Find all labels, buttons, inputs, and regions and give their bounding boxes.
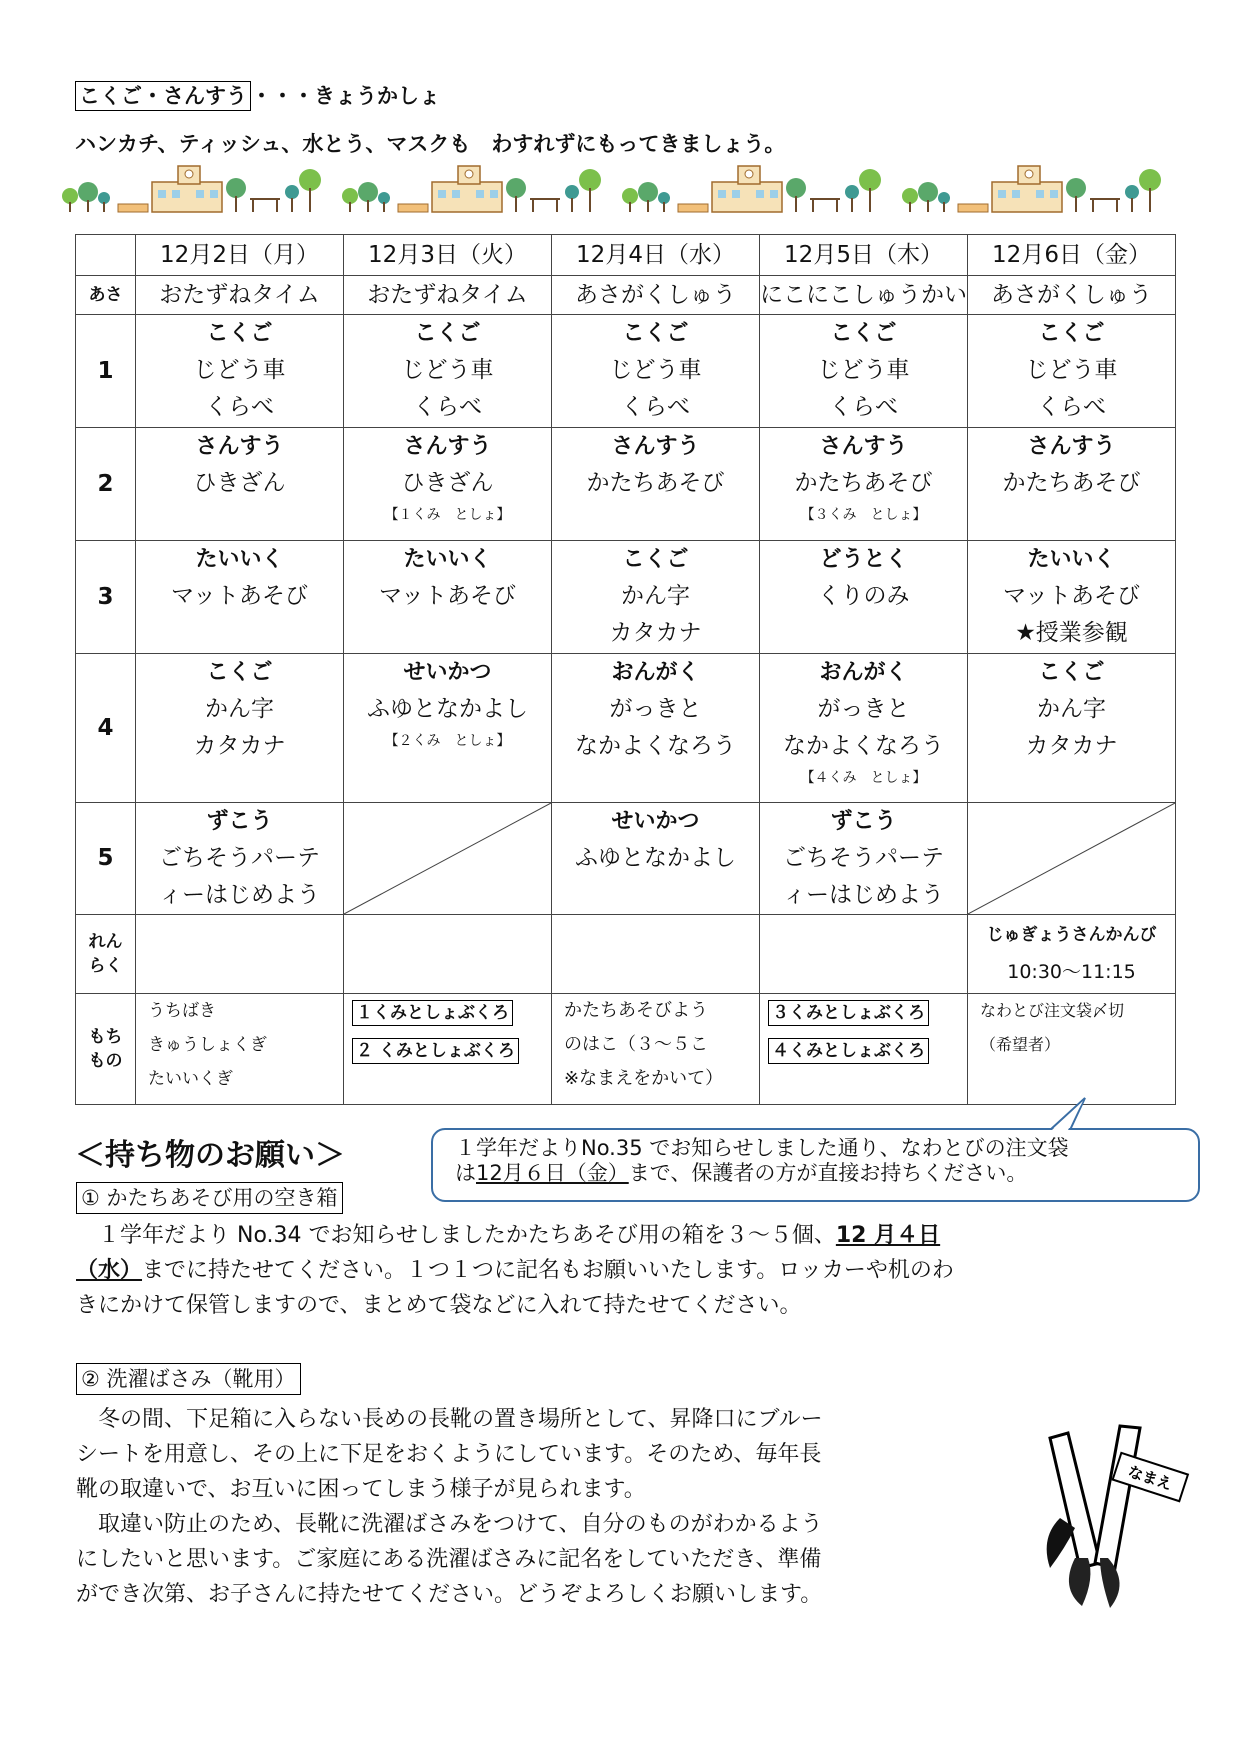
lesson-cell xyxy=(968,803,1176,915)
subject-name: さんすう xyxy=(1027,434,1116,459)
subject-name: せいかつ xyxy=(611,809,700,834)
day-header: 12月3日（火） xyxy=(344,235,552,276)
subject-name: こくご xyxy=(622,321,689,346)
lesson-cell xyxy=(344,428,552,541)
period-label: 5 xyxy=(76,803,136,915)
lesson-topic: かん字 xyxy=(1037,696,1106,722)
asa-cell: にこにこしゅうかい xyxy=(760,276,968,315)
subject-name: こくご xyxy=(206,321,273,346)
library-note: 【４くみ としょ】 xyxy=(800,770,927,786)
lesson-topic: ィーはじめよう xyxy=(159,882,320,908)
asa-cell: あさがくしゅう xyxy=(552,276,760,315)
lesson-cell xyxy=(136,428,344,541)
renraku-cell xyxy=(552,915,760,994)
lesson-cell xyxy=(760,315,968,428)
subject-name: ずこう xyxy=(206,809,273,834)
mochimono-cell: なわとび注文袋〆切 （希望者） xyxy=(968,994,1176,1105)
subject-name: ずこう xyxy=(830,809,897,834)
renraku-label: れん らく xyxy=(76,915,136,994)
lesson-topic: カタカナ xyxy=(1025,733,1118,759)
period-row xyxy=(76,803,1176,915)
lesson-topic: かたちあそび xyxy=(586,470,725,496)
subject-name: こくご xyxy=(414,321,481,346)
lesson-cell xyxy=(136,315,344,428)
library-note: 【２くみ としょ】 xyxy=(384,733,511,749)
subject-name: たいいく xyxy=(403,547,492,572)
lesson-topic: かたちあそび xyxy=(794,470,933,496)
lesson-cell xyxy=(136,803,344,915)
lesson-topic: じどう車 xyxy=(1025,357,1118,383)
subject-name: どうとく xyxy=(819,547,908,572)
subject-name: こくご xyxy=(830,321,897,346)
subject-name: おんがく xyxy=(611,660,700,685)
lesson-topic: マットあそび xyxy=(1002,583,1141,609)
period-row xyxy=(76,428,1176,541)
subjects-box: こくご・さんすう xyxy=(75,81,251,111)
subject-name: こくご xyxy=(206,660,273,685)
subject-name: おんがく xyxy=(819,660,908,685)
lesson-cell xyxy=(344,541,552,654)
library-bag-badge: ２ くみとしょぶくろ xyxy=(352,1038,519,1064)
period-label: 4 xyxy=(76,654,136,803)
lesson-topic: カタカナ xyxy=(609,620,702,646)
subjects-rest: ・・・きょうかしょ xyxy=(251,84,440,108)
renraku-cell xyxy=(760,915,968,994)
lesson-topic: くりのみ xyxy=(817,583,910,609)
mochimono-cell: うちばき きゅうしょくぎ たいいくぎ xyxy=(136,994,344,1105)
item1-body: １学年だより No.34 でお知らせしましたかたちあそび用の箱を３～５個、12 月４日 （水）までに持たせてください。１つ１つに記名もお願いいたします。ロッカーや机のわ きにかけて保管しますので、まとめて袋などに入れて持たせてください。 xyxy=(76,1223,954,1318)
name-tag-label: なまえ xyxy=(1125,1462,1175,1494)
item1-title: ① かたちあそび用の空き箱 xyxy=(76,1182,343,1214)
lesson-topic: くらべ xyxy=(621,394,690,420)
lesson-topic: ひきざん xyxy=(193,470,286,496)
decorative-border-illustration xyxy=(60,158,1190,216)
lesson-cell xyxy=(344,315,552,428)
lesson-topic: かたちあそび xyxy=(1002,470,1141,496)
mochimono-cell xyxy=(760,994,968,1105)
lesson-topic: じどう車 xyxy=(609,357,702,383)
period-row xyxy=(76,315,1176,428)
asa-cell: おたずねタイム xyxy=(136,276,344,315)
day-header: 12月2日（月） xyxy=(136,235,344,276)
lesson-topic: ふゆとなかよし xyxy=(575,845,736,871)
lesson-cell xyxy=(344,803,552,915)
lesson-topic: くらべ xyxy=(413,394,482,420)
lesson-topic: ★授業参観 xyxy=(1015,620,1128,646)
lesson-topic: くらべ xyxy=(829,394,898,420)
lesson-cell xyxy=(552,428,760,541)
lesson-topic: じどう車 xyxy=(401,357,494,383)
asa-cell: おたずねタイム xyxy=(344,276,552,315)
period-label: 3 xyxy=(76,541,136,654)
period-row xyxy=(76,541,1176,654)
asa-label: あさ xyxy=(76,276,136,315)
open-class-day: じゅぎょうさんかんび xyxy=(986,925,1157,945)
section-title: ＜持ち物のお願い＞ xyxy=(75,1138,345,1173)
mochimono-cell: かたちあそびよう のはこ（３～５こ ※なまえをかいて） xyxy=(552,994,760,1105)
lesson-topic: なかよくなろう xyxy=(783,733,944,759)
lesson-topic: マットあそび xyxy=(378,583,517,609)
lesson-cell xyxy=(760,803,968,915)
period-row xyxy=(76,654,1176,803)
lesson-topic: がっきと xyxy=(817,696,910,722)
lesson-topic: ごちそうパーテ xyxy=(159,845,320,871)
lesson-topic: かん字 xyxy=(205,696,274,722)
open-class-time: 10:30～11:15 xyxy=(1007,961,1136,983)
subject-name: たいいく xyxy=(195,547,284,572)
mochimono-cell xyxy=(344,994,552,1105)
table-header-row xyxy=(76,235,1176,276)
lesson-topic: じどう車 xyxy=(817,357,910,383)
subject-name: たいいく xyxy=(1027,547,1116,572)
subject-name: せいかつ xyxy=(403,660,492,685)
mochimono-label: もち もの xyxy=(76,994,136,1105)
subject-name: さんすう xyxy=(819,434,908,459)
mochimono-row xyxy=(76,994,1176,1105)
lesson-cell xyxy=(968,541,1176,654)
period-label: 2 xyxy=(76,428,136,541)
lesson-cell xyxy=(968,654,1176,803)
renraku-cell-fri xyxy=(968,915,1176,994)
library-note: 【１くみ としょ】 xyxy=(384,507,511,523)
lesson-cell xyxy=(552,803,760,915)
asa-cell: あさがくしゅう xyxy=(968,276,1176,315)
subject-name: こくご xyxy=(1038,321,1105,346)
library-note: 【３くみ としょ】 xyxy=(800,507,927,523)
library-bag-badge: ３くみとしょぶくろ xyxy=(768,1000,929,1026)
subject-name: さんすう xyxy=(611,434,700,459)
lesson-cell xyxy=(552,315,760,428)
lesson-topic: なかよくなろう xyxy=(575,733,736,759)
lesson-cell xyxy=(552,654,760,803)
asa-row xyxy=(76,276,1176,315)
weekly-schedule-table xyxy=(75,234,1176,1105)
renraku-cell xyxy=(344,915,552,994)
lesson-topic: くらべ xyxy=(1037,394,1106,420)
library-bag-badge: １くみとしょぶくろ xyxy=(352,1000,513,1026)
day-header: 12月4日（水） xyxy=(552,235,760,276)
lesson-cell xyxy=(968,315,1176,428)
header-subjects xyxy=(75,80,440,110)
empty-period-slash xyxy=(344,803,551,914)
lesson-topic: じどう車 xyxy=(193,357,286,383)
subject-name: さんすう xyxy=(195,434,284,459)
period-label: 1 xyxy=(76,315,136,428)
lesson-topic: くらべ xyxy=(205,394,274,420)
lesson-cell xyxy=(136,541,344,654)
lesson-cell xyxy=(136,654,344,803)
lesson-topic: マットあそび xyxy=(170,583,309,609)
corner-cell xyxy=(76,235,136,276)
lesson-cell xyxy=(760,654,968,803)
lesson-cell xyxy=(760,428,968,541)
lesson-cell xyxy=(968,428,1176,541)
notice-bubble-text: １学年だよりNo.35 でお知らせしました通り、なわとびの注文袋 は12月６日（金）まで、保護者の方が直接お持ちください。 xyxy=(455,1136,1069,1185)
item2-body: 冬の間、下足箱に入らない長めの長靴の置き場所として、昇降口にブルー シートを用意し、その上に下足をおくようにしています。そのため、毎年長 靴の取違いで、お互いに困ってしまう様子が見られます。 取違い防止のため、長靴に洗濯ばさみをつけて、自分のものがわかるよう にしたいと思います。ご家庭にある洗濯ばさみに記名をしていただき、準備 ができ次第、お子さんに持たせてください。どうぞよろしくお願いします。 xyxy=(76,1407,823,1607)
lesson-cell xyxy=(552,541,760,654)
renraku-row xyxy=(76,915,1176,994)
lesson-cell xyxy=(760,541,968,654)
renraku-cell xyxy=(136,915,344,994)
lesson-topic: がっきと xyxy=(609,696,702,722)
empty-period-slash xyxy=(968,803,1175,914)
lesson-topic: ふゆとなかよし xyxy=(367,696,528,722)
library-bag-badge: ４くみとしょぶくろ xyxy=(768,1038,929,1064)
day-header: 12月6日（金） xyxy=(968,235,1176,276)
lesson-topic: カタカナ xyxy=(193,733,286,759)
clothespin-illustration xyxy=(1020,1418,1195,1613)
lesson-topic: ごちそうパーテ xyxy=(783,845,944,871)
reminder-text: ハンカチ、ティッシュ、水とう、マスクも わすれずにもってきましょう。 xyxy=(75,132,786,156)
lesson-cell xyxy=(344,654,552,803)
lesson-topic: かん字 xyxy=(621,583,690,609)
item2-title: ② 洗濯ばさみ（靴用） xyxy=(76,1363,301,1395)
day-header: 12月5日（木） xyxy=(760,235,968,276)
subject-name: こくご xyxy=(1038,660,1105,685)
subject-name: さんすう xyxy=(403,434,492,459)
subject-name: こくご xyxy=(622,547,689,572)
lesson-topic: ひきざん xyxy=(401,470,494,496)
lesson-topic: ィーはじめよう xyxy=(783,882,944,908)
